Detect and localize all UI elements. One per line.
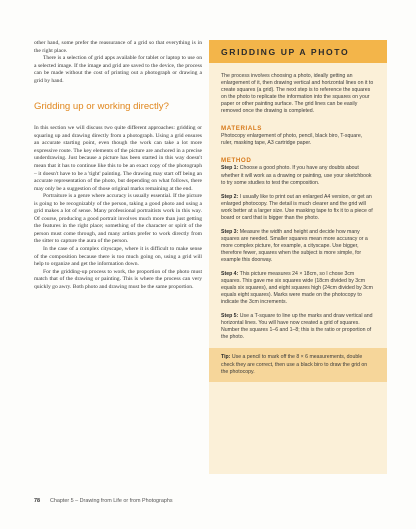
paragraph: There is a selection of grid apps available for tablet or laptop to use on a selected image. If the image and grid are saved to the device, the process can be made without the cost of printing out a photograph or drawing a grid by hand. [34, 55, 202, 84]
paragraph: In the case of a complex cityscape, where it is difficult to make sense of the composition because there is too much going on, using a grid will help to organize and get the information down. [34, 246, 202, 268]
materials-text: Photocopy enlargement of photo, pencil, black biro, T-square, ruler, masking tape, A3 cartridge paper. [221, 133, 363, 147]
running-footer: Chapter 5 – Drawing from Life or from Photographs [50, 498, 173, 504]
step-text: I usually like to print out an enlarged A4 version, or get an enlarged photocopy. The detail is much clearer and the grid will work better at a larger size. Use masking tape to fix it to a piece of board or card that is bigger than the photo. [221, 193, 373, 221]
page-number: 78 [34, 498, 40, 504]
sidebar-box [209, 40, 387, 474]
paragraph: Portraiture is a genre where accuracy is usually essential. If the picture is going to be recognizably of the person, taking a good photo and using a grid makes a lot of sense. Many professional portraitists work in this way. Of course, producing a good portrait involves much more than just getting the features in the right place; something of the character or spirit of the person must come through, and many artists prefer to work directly from the sitter to capture the aura of the person. [34, 193, 202, 245]
sidebar-body [209, 63, 387, 382]
method-heading: METHOD [221, 157, 252, 165]
tip-box [209, 348, 387, 381]
step-text: This picture measures 24 × 18cm, so I chose 3cm squares. This gave me six squares wide (18cm divided by 3cm equals six squares), and eight squares high (24cm divided by 3cm equals eight squares). Marks were made on the photocopy to indicate the 3cm increments. [221, 271, 373, 306]
paragraph: For the gridding-up process to work, the proportion of the photo must match that of the drawing or painting. This is where the process can very quickly go awry. Both photo and drawing must be the same proportion. [34, 268, 202, 290]
sidebar-intro: The process involves choosing a photo, ideally getting an enlargement of it, then drawing vertical and horizontal lines on it to create squares (a grid). The next step is to reference the squares on the photo to replicate the information into the squares on your paper or other painting surface. The grid lines can be easily removed once the drawing is completed. [221, 73, 374, 115]
step-4 [221, 271, 375, 306]
step-label: Step 2: [221, 193, 239, 200]
step-2 [221, 194, 375, 222]
step-label: Step 3: [221, 228, 239, 235]
step-label: Step 5: [221, 313, 239, 320]
sidebar-title: GRIDDING UP A PHOTO [209, 40, 387, 63]
tip-label: Tip: [221, 354, 231, 361]
step-text: Use a T-square to line up the marks and draw vertical and horizontal lines. You will have now created a grid of squares. Number the squares 1–6 and 1–8; this is the ratio or proportion of the photo. [221, 313, 373, 341]
paragraph: In this section we will discuss two quite different approaches: gridding or squaring up and drawing directly from a photograph. Using a grid ensures an accurate starting point, even though the work can take a lot more expressive route. The key elements of the picture are anchored in a precise underdrawing. Just because a picture has been started in this way doesn't mean that it has to continue like this to be an exact copy of the photograph – it doesn't have to be a 'tight' painting. The drawing may start off being an accurate representation of the photo, but depending on what follows, there may only be a suggestion of those original marks remaining at the end. [34, 125, 202, 192]
step-1 [221, 165, 375, 186]
paragraph: other hand, some prefer the reassurance of a grid so that everything is in the right place. [34, 40, 202, 54]
step-text: Choose a good photo. If you have any doubts about whether it will work as a drawing or painting, use your sketchbook to try some studies to test the composition. [221, 165, 372, 186]
step-5 [221, 313, 375, 341]
section-heading: Gridding up or working directly? [34, 101, 169, 113]
step-3 [221, 229, 375, 264]
step-label: Step 1: [221, 165, 239, 172]
tip-text: Use a pencil to mark off the 8 × 6 measurements, double check they are correct, then use a black biro to draw the grid on the photocopy. [221, 354, 368, 375]
page-footer [34, 498, 173, 504]
step-text: Measure the width and height and decide how many squares are needed. Smaller squares mean more accuracy or a more complex picture, for example, a cityscape. Use bigger, therefore fewer, squares when the subject is more simple, for example this doorway. [221, 228, 368, 263]
materials-heading: MATERIALS [221, 125, 263, 133]
left-column [34, 40, 202, 291]
step-label: Step 4: [221, 271, 239, 278]
